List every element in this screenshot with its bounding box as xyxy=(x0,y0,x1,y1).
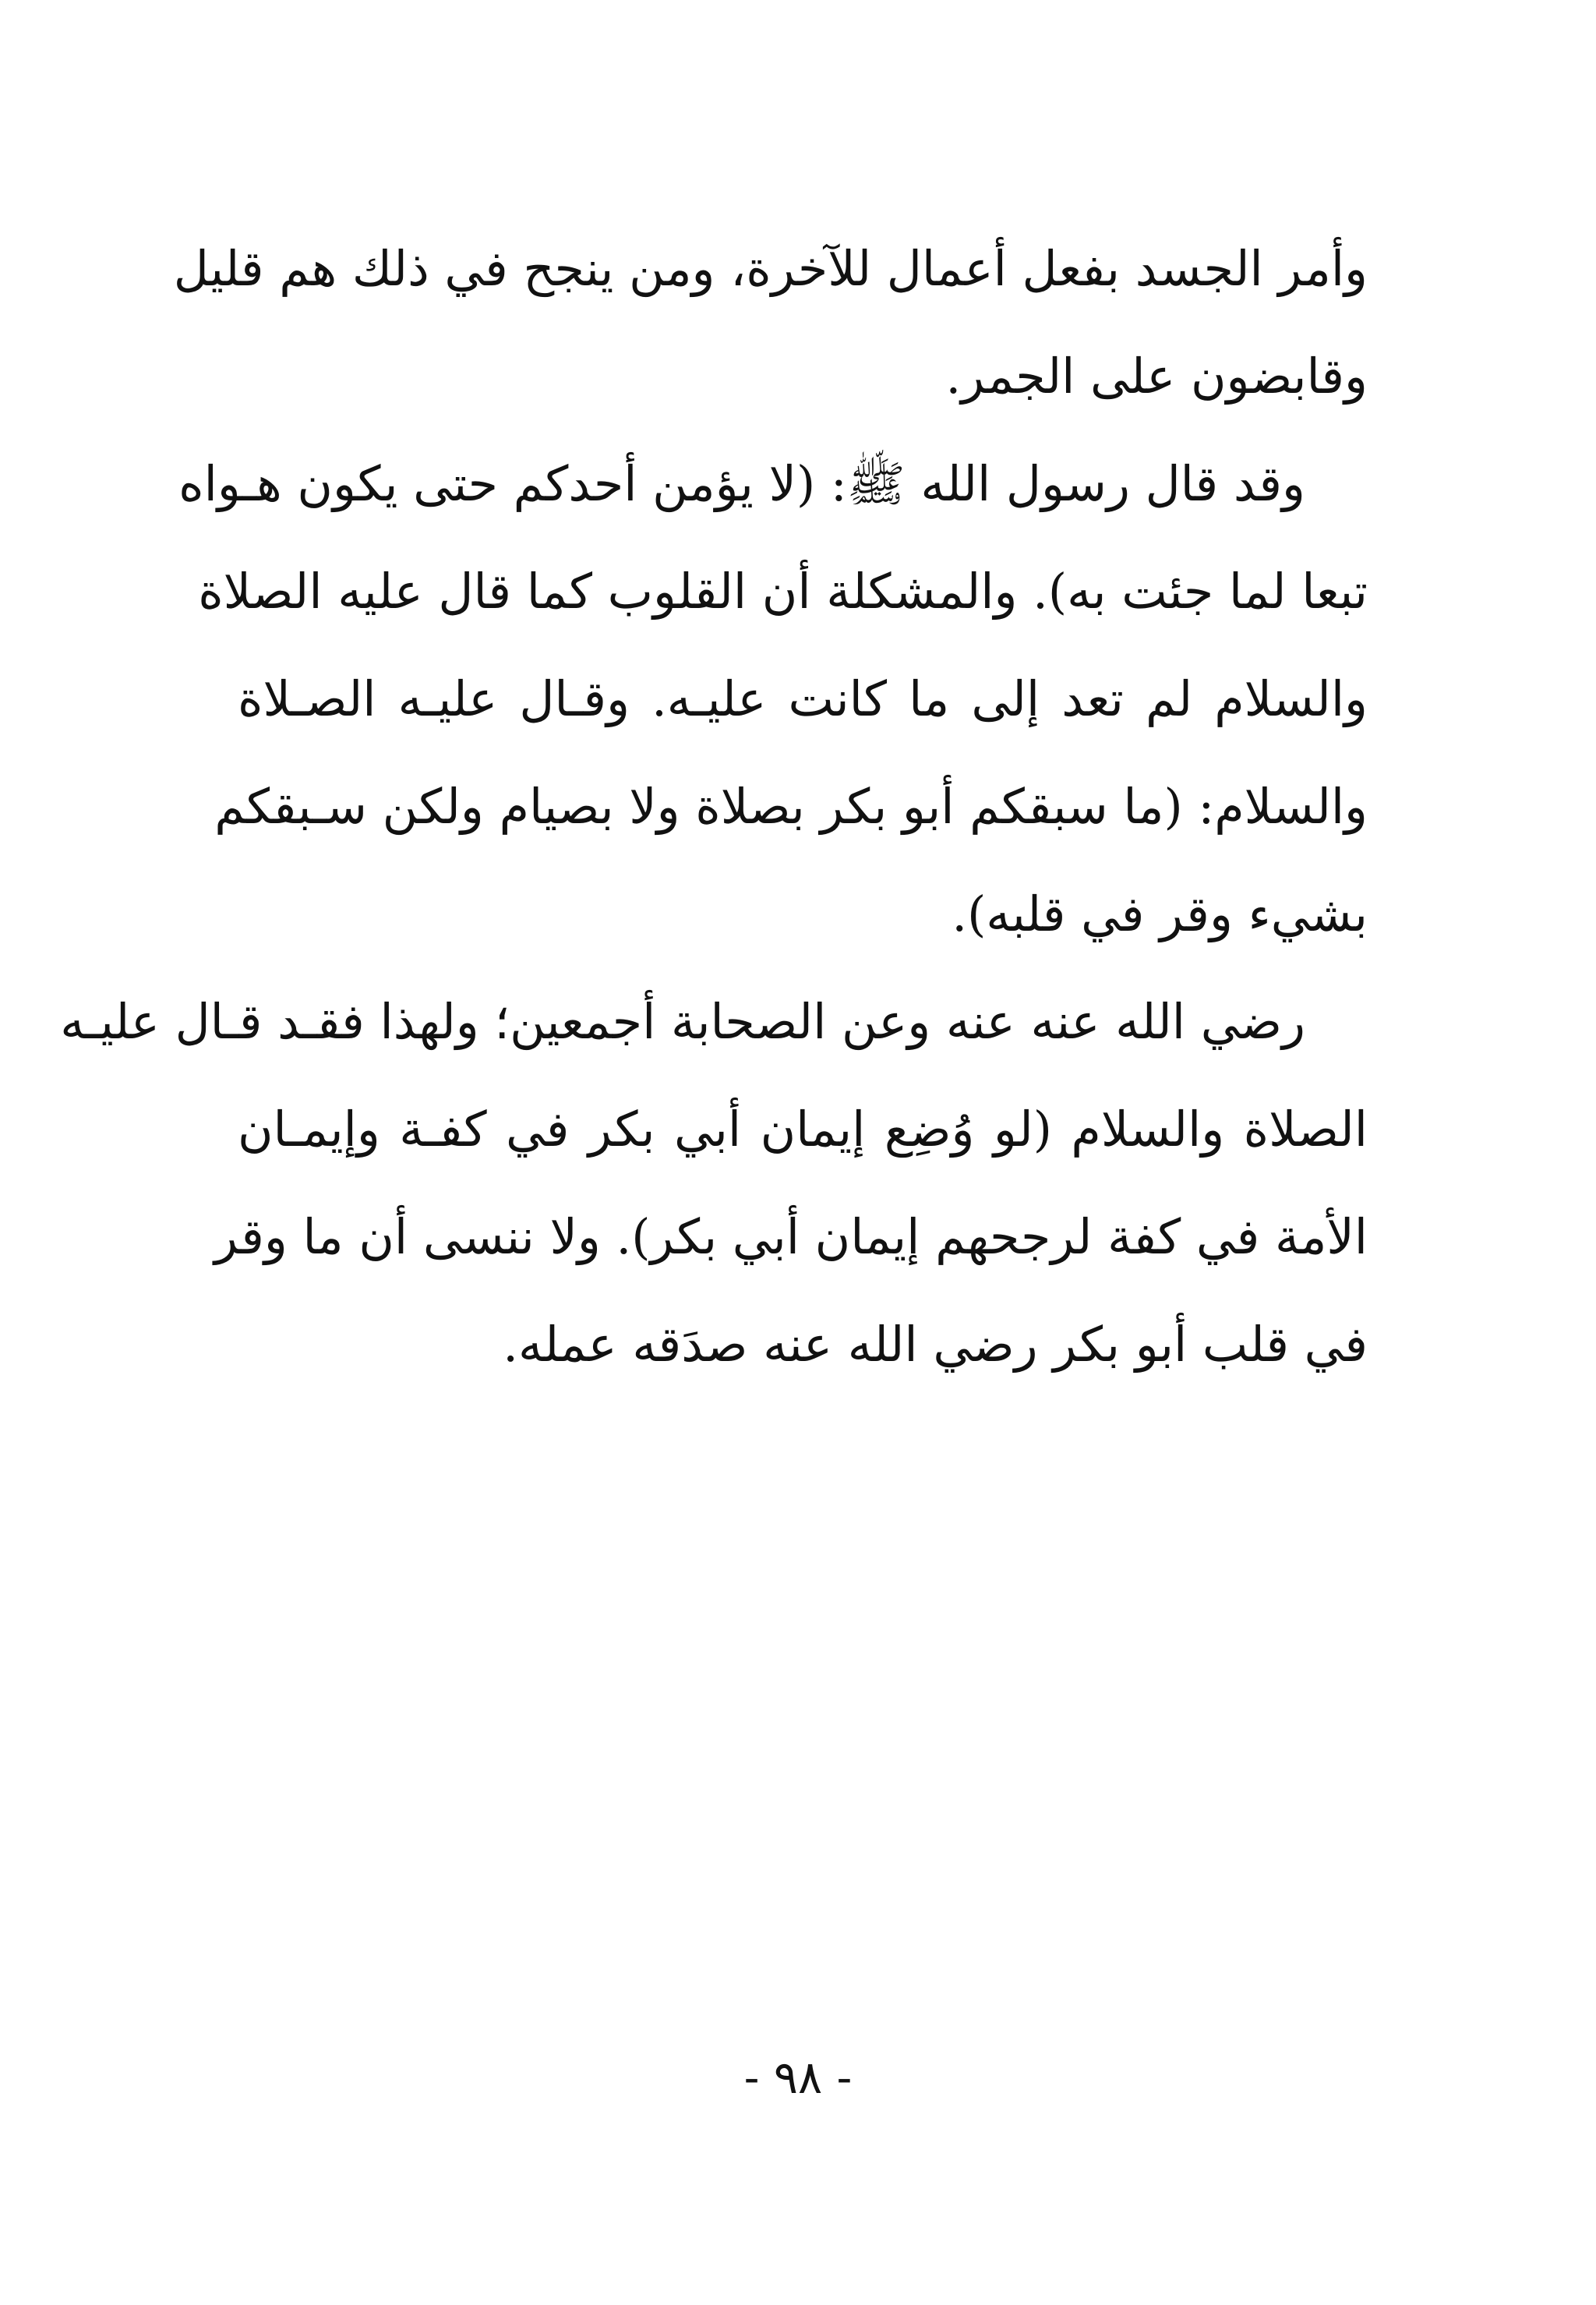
page-number: - ٩٨ - xyxy=(743,2051,853,2104)
text-line-10: الأمة في كفة لرجحهم إيمان أبي بكر). ولا ننسى أن ما وقر xyxy=(214,1208,1368,1265)
text-line-11: في قلب أبو بكر رضي الله عنه صدَقه عمله. xyxy=(503,1316,1368,1373)
body-text xyxy=(60,230,1368,1413)
text-line-6: والسلام: (ما سبقكم أبو بكر بصلاة ولا بصيام ولكن سـبقكم xyxy=(214,778,1368,835)
text-line-1: وأمر الجسد بفعل أعمال للآخرة، ومن ينجح في ذلك هم قليل xyxy=(173,240,1368,297)
text-line-7: بشيء وقر في قلبه). xyxy=(952,886,1368,942)
text-line-3: وقد قال رسول الله ﷺ: (لا يؤمن أحدكم حتى يكون هـواه xyxy=(178,455,1305,512)
text-line-8: رضي الله عنه عنه وعن الصحابة أجمعين؛ ولهذا فقـد قـال عليـه xyxy=(60,993,1305,1050)
text-line-5: والسلام لم تعد إلى ما كانت عليـه. وقـال عليـه الصـلاة xyxy=(238,670,1368,727)
text-line-2: وقابضون على الجمر. xyxy=(945,348,1368,405)
text-line-9: الصلاة والسلام (لو وُضِع إيمان أبي بكر في كفـة وإيمـان xyxy=(238,1101,1368,1158)
text-line-4: تبعا لما جئت به). والمشكلة أن القلوب كما قال عليه الصلاة xyxy=(198,563,1368,620)
